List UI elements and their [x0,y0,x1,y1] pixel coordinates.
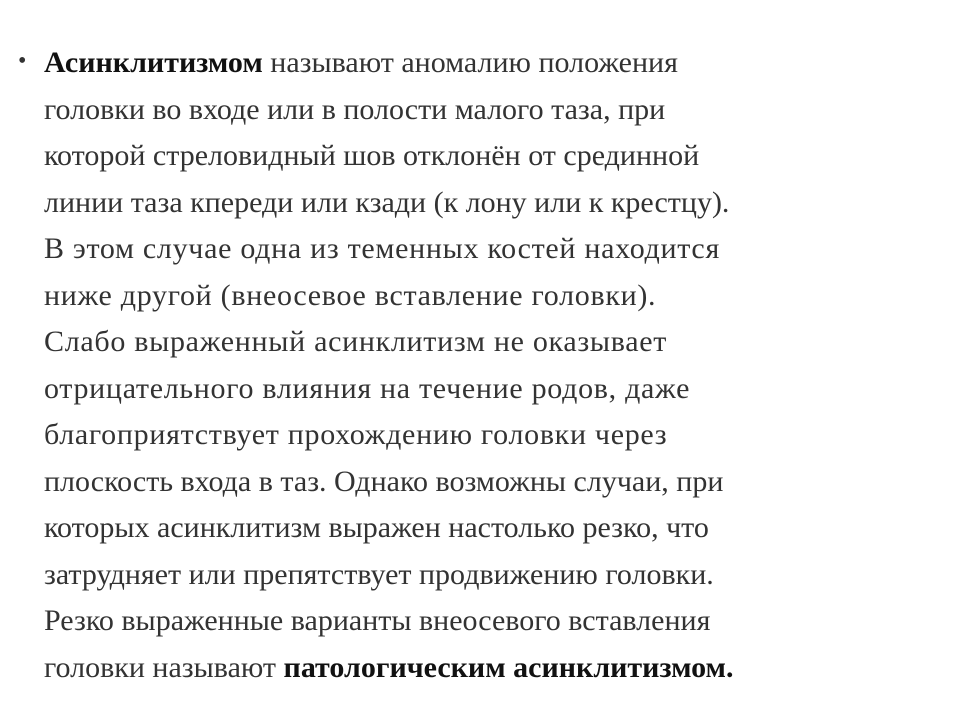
paragraph-line-10: плоскость входа в таз. Однако возможны случаи, при [44,464,724,498]
paragraph-line-9: благоприятствует прохождению головки через [44,418,668,451]
line-text: называют аномалию положения [262,46,678,79]
paragraph-line-2: головки во входе или в полости малого таза, при [44,92,666,126]
paragraph-line-8: отрицательного влияния на течение родов, даже [44,371,691,405]
line-text: головки называют [44,650,284,684]
paragraph-line-6: ниже другой (внеосевое вставление головки). [44,278,657,312]
paragraph-line-3: которой стреловидный шов отклонён от срединной [44,139,700,172]
paragraph-line-13: Резко выраженные варианты внеосевого вставления [44,604,711,637]
paragraph-line-11: которых асинклитизм выражен настолько резко, что [44,511,709,544]
paragraph-line-4: линии таза кпереди или кзади (к лону или к крестцу). [44,185,730,219]
term-pathological-asynclitism: патологическим асинклитизмом. [283,650,734,684]
bullet-dot-icon: • [18,48,27,74]
paragraph-line-5: В этом случае одна из теменных костей находится [44,232,720,265]
bullet-paragraph [44,40,924,691]
paragraph-line-14 [44,645,924,692]
paragraph-line-7: Слабо выраженный асинклитизм не оказывает [44,325,668,358]
term-asynclitism: Асинклитизмом [44,46,263,79]
paragraph-line-1 [44,40,924,87]
paragraph-line-12: затрудняет или препятствует продвижению головки. [44,557,714,591]
